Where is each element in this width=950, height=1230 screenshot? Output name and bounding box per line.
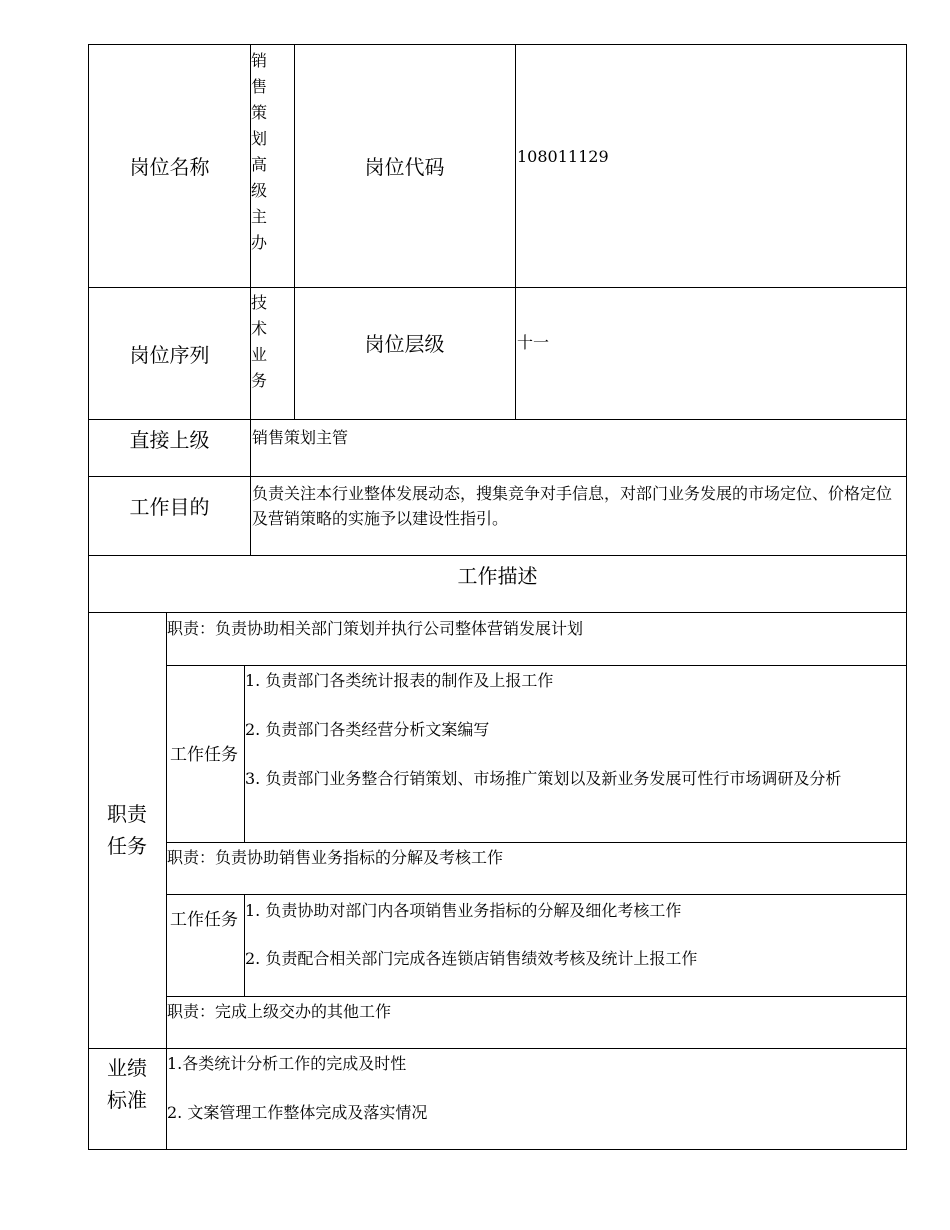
duty-1: 职责：负责协助相关部门策划并执行公司整体营销发展计划 [167, 619, 584, 638]
post-level-value: 十一 [517, 333, 550, 352]
description-title: 工作描述 [457, 563, 538, 588]
task-label-1: 工作任务 [170, 745, 238, 765]
duty-2-task-1: 1. 负责协助对部门内各项销售业务指标的分解及细化考核工作 [245, 901, 682, 920]
post-code-value: 108011129 [517, 147, 609, 166]
duty-1-task-2: 2. 负责部门各类经营分析文案编写 [245, 720, 490, 739]
post-name-value: 销售策划高级主办 [251, 51, 268, 252]
purpose-value: 负责关注本行业整体发展动态，搜集竞争对手信息，对部门业务发展的市场定位、价格定位及营销策略的实施予以建设性指引。 [252, 484, 893, 528]
duty-1-task-1: 1. 负责部门各类统计报表的制作及上报工作 [245, 671, 554, 690]
superior-label: 直接上级 [129, 427, 210, 452]
duty-2: 职责：负责协助销售业务指标的分解及考核工作 [167, 848, 504, 867]
purpose-label: 工作目的 [129, 494, 210, 519]
performance-item-1: 1.各类统计分析工作的完成及时性 [167, 1054, 407, 1073]
performance-label: 业绩标准 [107, 1056, 147, 1112]
performance-item-2: 2. 文案管理工作整体完成及落实情况 [167, 1103, 428, 1122]
post-name-label: 岗位名称 [129, 155, 210, 179]
post-code-label: 岗位代码 [364, 155, 445, 179]
duty-2-task-2: 2. 负责配合相关部门完成各连锁店销售绩效考核及统计上报工作 [245, 949, 698, 968]
duties-label: 职责任务 [107, 802, 147, 858]
post-series-value: 技术业务 [251, 293, 268, 390]
duty-1-task-3: 3. 负责部门业务整合行销策划、市场推广策划以及新业务发展可性行市场调研及分析 [245, 769, 842, 788]
post-level-label: 岗位层级 [364, 332, 445, 356]
superior-value: 销售策划主管 [252, 428, 349, 447]
task-label-2: 工作任务 [170, 910, 238, 930]
duty-3: 职责：完成上级交办的其他工作 [167, 1002, 392, 1021]
post-series-label: 岗位序列 [129, 342, 210, 367]
